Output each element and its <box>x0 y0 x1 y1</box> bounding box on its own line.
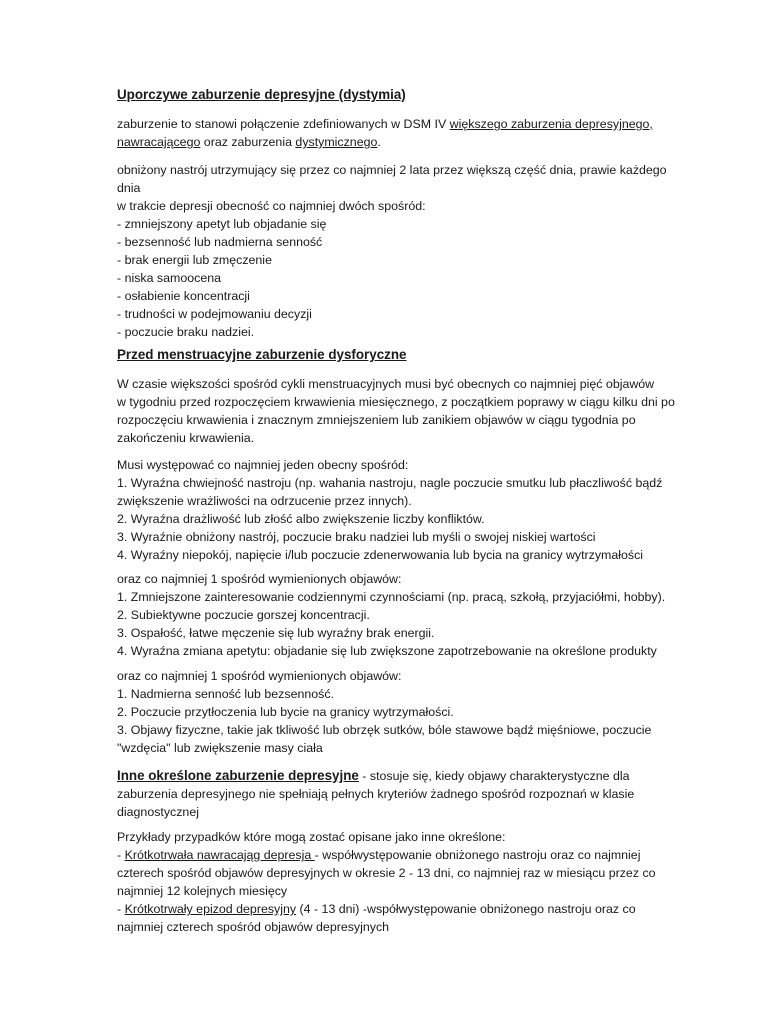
text-span: zaburzenie to stanowi połączenie zdefiniowanych w DSM IV <box>117 117 450 131</box>
paragraph-list-2 <box>117 570 666 660</box>
text-line: w trakcie depresji obecność co najmniej dwóch spośród: <box>117 199 426 213</box>
text-line: W czasie większości spośród cykli menstruacyjnych musi być obecnych co najmniej pięć objawów <box>117 377 655 391</box>
underlined-term: nawracającego <box>117 135 201 149</box>
list-item: 2. Subiektywne poczucie gorszej koncentracji. <box>117 608 370 622</box>
underlined-term: dystymicznego <box>295 135 378 149</box>
underlined-term: Krótkotrwała nawracająg depresja <box>124 848 315 862</box>
list-item: "wzdęcia" lub zwiększenie masy ciała <box>117 741 323 755</box>
text-line: oraz co najmniej 1 spośród wymienionych objawów: <box>117 572 402 586</box>
list-item: 4. Wyraźny niepokój, napięcie i/lub poczucie zdenerwowania lub bycia na granicy wytrzymałości <box>117 548 644 562</box>
paragraph-list-1 <box>117 456 663 564</box>
underlined-term: większego zaburzenia depresyjnego, <box>449 117 653 131</box>
paragraph-examples <box>117 828 657 936</box>
list-item: - poczucie braku nadziei. <box>117 325 255 339</box>
text-line: rozpoczęciu krwawienia i znacznym zmniejszeniem lub zanikiem objawów w ciągu tygodnia po <box>117 413 636 427</box>
list-item <box>117 846 657 864</box>
text-line: Musi występować co najmniej jeden obecny spośród: <box>117 458 409 472</box>
list-item: - niska samoocena <box>117 271 221 285</box>
section-heading-other-specified: Inne określone zaburzenie depresyjne <box>117 768 359 783</box>
text-line: najmniej czterech spośród objawów depresyjnych <box>117 920 390 934</box>
list-item: 3. Wyraźnie obniżony nastrój, poczucie braku nadziei lub myśli o swojej niskiej wartości <box>117 530 596 544</box>
text-span: - współwystępowanie obniżonego nastroju oraz co najmniej <box>314 848 641 862</box>
list-item: 1. Zmniejszone zainteresowanie codziennymi czynnościami (np. pracą, szkołą, przyjaciółmi, hobby). <box>117 590 666 604</box>
list-item: - osłabienie koncentracji <box>117 289 250 303</box>
text-line: dnia <box>117 181 141 195</box>
paragraph-intro <box>117 115 657 151</box>
text-line <box>117 115 657 133</box>
text-span: oraz zaburzenia <box>200 135 296 149</box>
text-span: - stosuje się, kiedy objawy charakterystyczne dla <box>358 769 630 783</box>
section-heading-pmdd: Przed menstruacyjne zaburzenie dysforyczne <box>117 347 407 362</box>
text-span: - <box>117 902 125 916</box>
text-line: czterech spośród objawów depresyjnych w okresie 2 - 13 dni, co najmniej raz w miesiącu przez co <box>117 866 656 880</box>
section-heading-dystymia: Uporczywe zaburzenie depresyjne (dystymia) <box>117 87 406 102</box>
text-span: (4 - 13 dni) -współwystępowanie obniżonego nastroju oraz co <box>296 902 636 916</box>
text-span: - <box>117 848 125 862</box>
text-line: najmniej 12 kolejnych miesięcy <box>117 884 288 898</box>
list-item: - bezsenność lub nadmierna senność <box>117 235 323 249</box>
text-line: oraz co najmniej 1 spośród wymienionych objawów: <box>117 669 402 683</box>
paragraph-pmdd-intro <box>117 375 675 447</box>
list-item: - brak energii lub zmęczenie <box>117 253 272 267</box>
list-item: 3. Objawy fizyczne, takie jak tkliwość lub obrzęk sutków, bóle stawowe bądź mięśniowe, poczucie <box>117 723 652 737</box>
text-line: w tygodniu przed rozpoczęciem krwawienia miesięcznego, z początkiem poprawy w ciągu kilku dni po <box>117 395 675 409</box>
list-item: - trudności w podejmowaniu decyzji <box>117 307 312 321</box>
text-line: zaburzenia depresyjnego nie spełniają pełnych kryteriów żadnego spośród rozpoznań w klasie <box>117 787 635 801</box>
text-line <box>117 133 657 151</box>
text-line <box>117 767 657 785</box>
underlined-term: Krótkotrwały epizod depresyjny <box>124 902 297 916</box>
paragraph-list-3 <box>117 667 657 757</box>
list-item <box>117 900 657 918</box>
text-line: Przykłady przypadków które mogą zostać opisane jako inne określone: <box>117 830 506 844</box>
paragraph-other-specified <box>117 767 657 821</box>
list-item: 3. Ospałość, łatwe męczenie się lub wyraźny brak energii. <box>117 626 435 640</box>
list-item: 2. Poczucie przytłoczenia lub bycie na granicy wytrzymałości. <box>117 705 454 719</box>
list-item: 1. Wyraźna chwiejność nastroju (np. wahania nastroju, nagle poczucie smutku lub płaczliwość bądź <box>117 476 663 490</box>
paragraph-criteria <box>117 161 667 341</box>
list-item: - zmniejszony apetyt lub objadanie się <box>117 217 327 231</box>
list-item: 2. Wyraźna drażliwość lub złość albo zwiększenie liczby konfliktów. <box>117 512 485 526</box>
text-line: obniżony nastrój utrzymujący się przez co najmniej 2 lata przez większą część dnia, prawie każdego <box>117 163 667 177</box>
text-line: diagnostycznej <box>117 805 199 819</box>
text-span: . <box>377 135 381 149</box>
list-item: 1. Nadmierna senność lub bezsenność. <box>117 687 334 701</box>
list-item: zwiększenie wrażliwości na odrzucenie przez innych). <box>117 494 412 508</box>
list-item: 4. Wyraźna zmiana apetytu: objadanie się lub zwiększone zapotrzebowanie na określone produkty <box>117 644 657 658</box>
text-line: zakończeniu krwawienia. <box>117 431 255 445</box>
